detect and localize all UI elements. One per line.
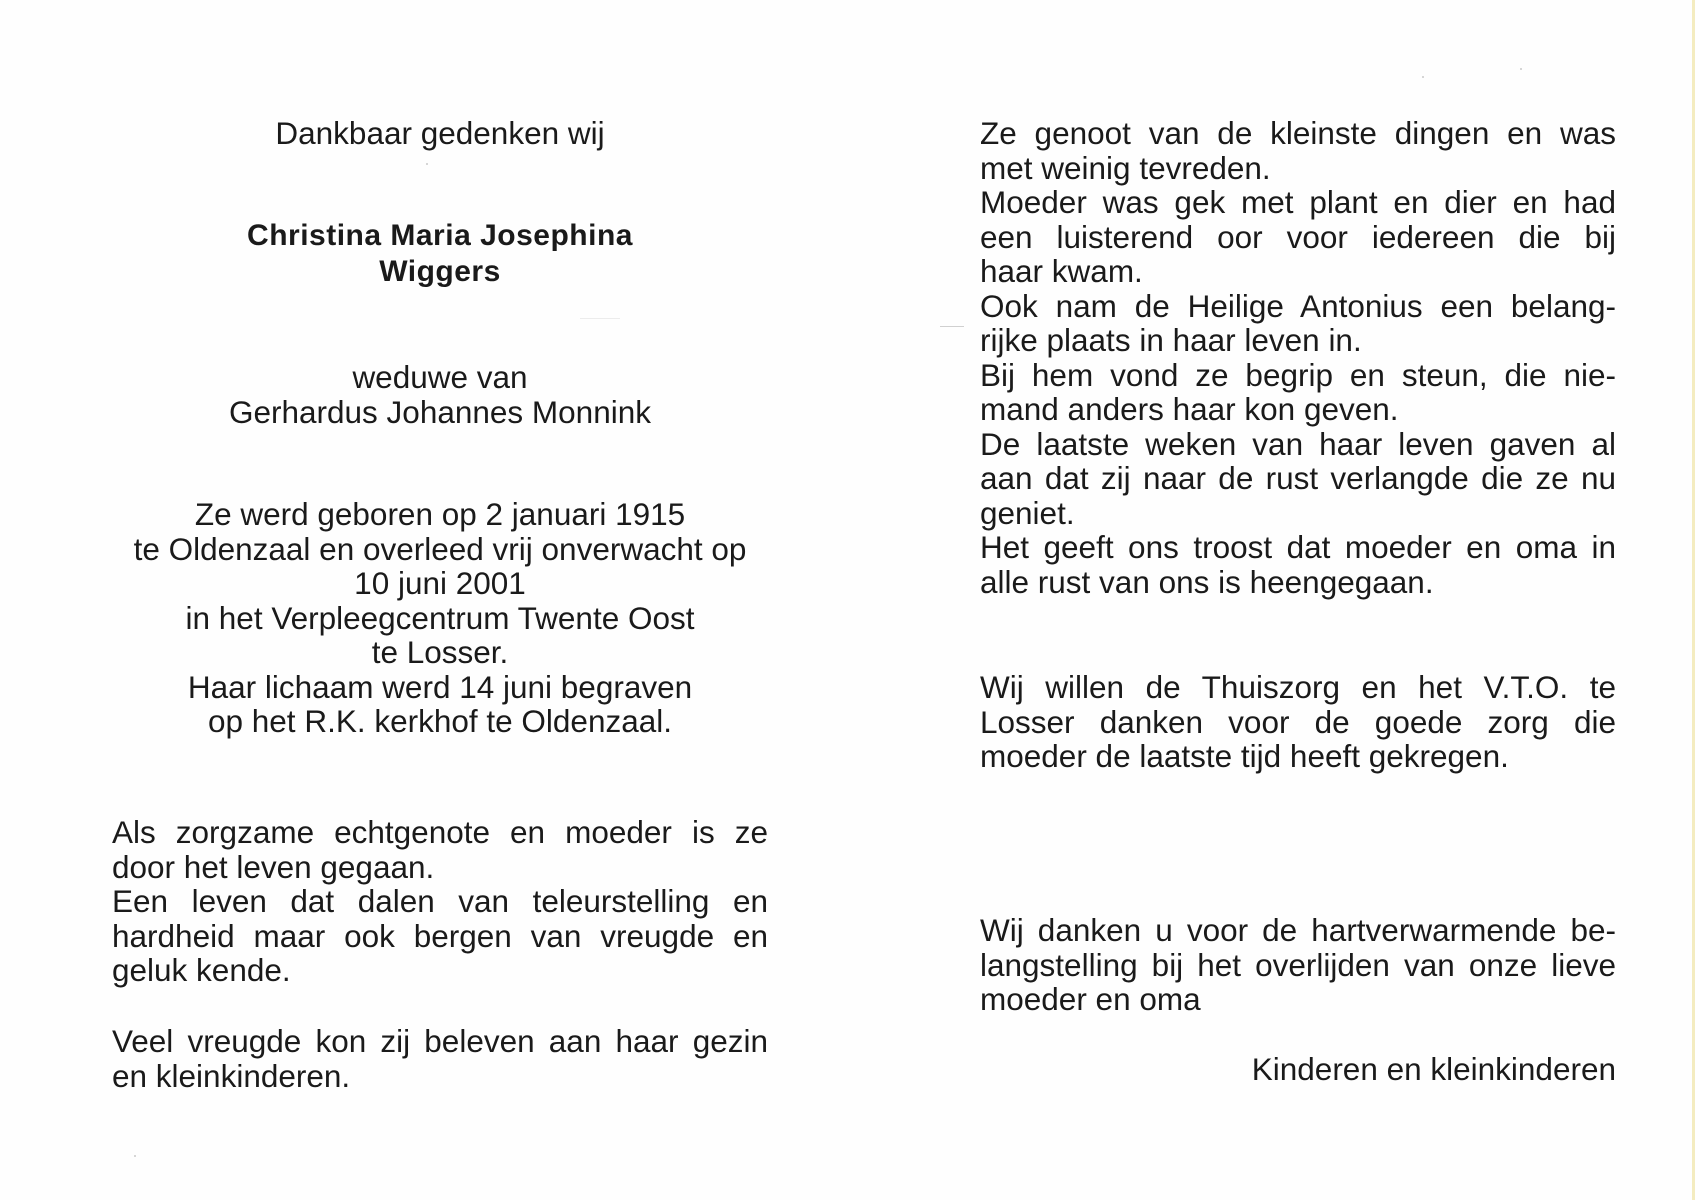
widow-of [112, 360, 768, 429]
widow-label: weduwe van [352, 359, 528, 395]
paragraph-family-joy [112, 1024, 768, 1093]
scan-speck [134, 1155, 136, 1157]
spouse-name: Gerhardus Johannes Monnink [228, 393, 651, 430]
life-line: in het Verpleegcentrum Twente Oost [185, 599, 695, 636]
text-line: door het leven gegaan. [112, 848, 435, 885]
text-line: een luisterend oor voor iedereen die bij [980, 218, 1616, 255]
life-details [112, 497, 768, 739]
text-line: De laatste weken van haar leven gaven al [980, 425, 1616, 462]
text-line: Veel vreugde kon zij beleven aan haar gezin [112, 1023, 768, 1059]
paragraph-thanks-sympathy [980, 913, 1616, 1017]
text-line: en kleinkinderen. [112, 1057, 351, 1094]
paragraph-thanks-care [980, 670, 1616, 774]
name-surname: Wiggers [379, 255, 501, 288]
text-line: moeder de laatste tijd heeft gekregen. [980, 738, 1509, 774]
scan-speck [1520, 68, 1522, 70]
paragraph-caring-mother [112, 815, 768, 988]
life-line: Ze werd geboren op 2 januari 1915 [194, 496, 686, 532]
text-line: Ook nam de Heilige Antonius een belang- [980, 287, 1616, 324]
text-line: rijke plaats in haar leven in. [980, 322, 1362, 358]
text-line: mand anders haar kon geven. [980, 391, 1399, 427]
life-line: Haar lichaam werd 14 juni begraven [187, 668, 693, 705]
name-first-line: Christina Maria Josephina [247, 219, 633, 252]
text-line: Losser danken voor de goede zorg die [980, 703, 1616, 740]
deceased-name [112, 218, 768, 290]
scan-speck [426, 163, 428, 165]
text-line: Wij danken u voor de hartverwarmende be- [980, 912, 1616, 948]
text-line: Een leven dat dalen van teleurstelling en [112, 883, 768, 919]
text-line: geniet. [980, 494, 1075, 531]
life-line: 10 juni 2001 [354, 565, 526, 601]
text-line: alle rust van ons is heengegaan. [980, 563, 1434, 600]
signature-text: Kinderen en kleinkinderen [1251, 1051, 1616, 1087]
life-line: op het R.K. kerkhof te Oldenzaal. [207, 703, 672, 739]
text-line: geluk kende. [112, 952, 291, 988]
heading [112, 116, 768, 151]
text-line: Moeder was gek met plant en dier en had [980, 184, 1616, 220]
heading-text: Dankbaar gedenken wij [275, 115, 605, 151]
scan-mark [940, 326, 964, 327]
scan-mark [580, 318, 620, 319]
text-line: Als zorgzame echtgenote en moeder is ze [112, 814, 768, 850]
life-line: te Oldenzaal en overleed vrij onverwacht op [133, 530, 747, 567]
text-line: Het geeft ons troost dat moeder en oma in [980, 529, 1616, 565]
text-line: haar kwam. [980, 253, 1143, 289]
text-line: langstelling bij het overlijden van onze lieve [980, 946, 1616, 983]
scan-speck [1422, 76, 1424, 78]
text-line: hardheid maar ook bergen van vreugde en [112, 917, 768, 954]
text-line: moeder en oma [980, 981, 1201, 1017]
text-line: aan dat zij naar de rust verlangde die ze nu [980, 460, 1616, 496]
text-line: Ze genoot van de kleinste dingen en was [980, 115, 1616, 151]
text-line: Bij hem vond ze begrip en steun, die nie- [980, 356, 1616, 393]
paragraph-character [980, 116, 1616, 599]
life-line: te Losser. [371, 634, 509, 670]
signature [980, 1052, 1616, 1087]
text-line: Wij willen de Thuiszorg en het V.T.O. te [980, 669, 1616, 705]
text-line: met weinig tevreden. [980, 149, 1271, 186]
